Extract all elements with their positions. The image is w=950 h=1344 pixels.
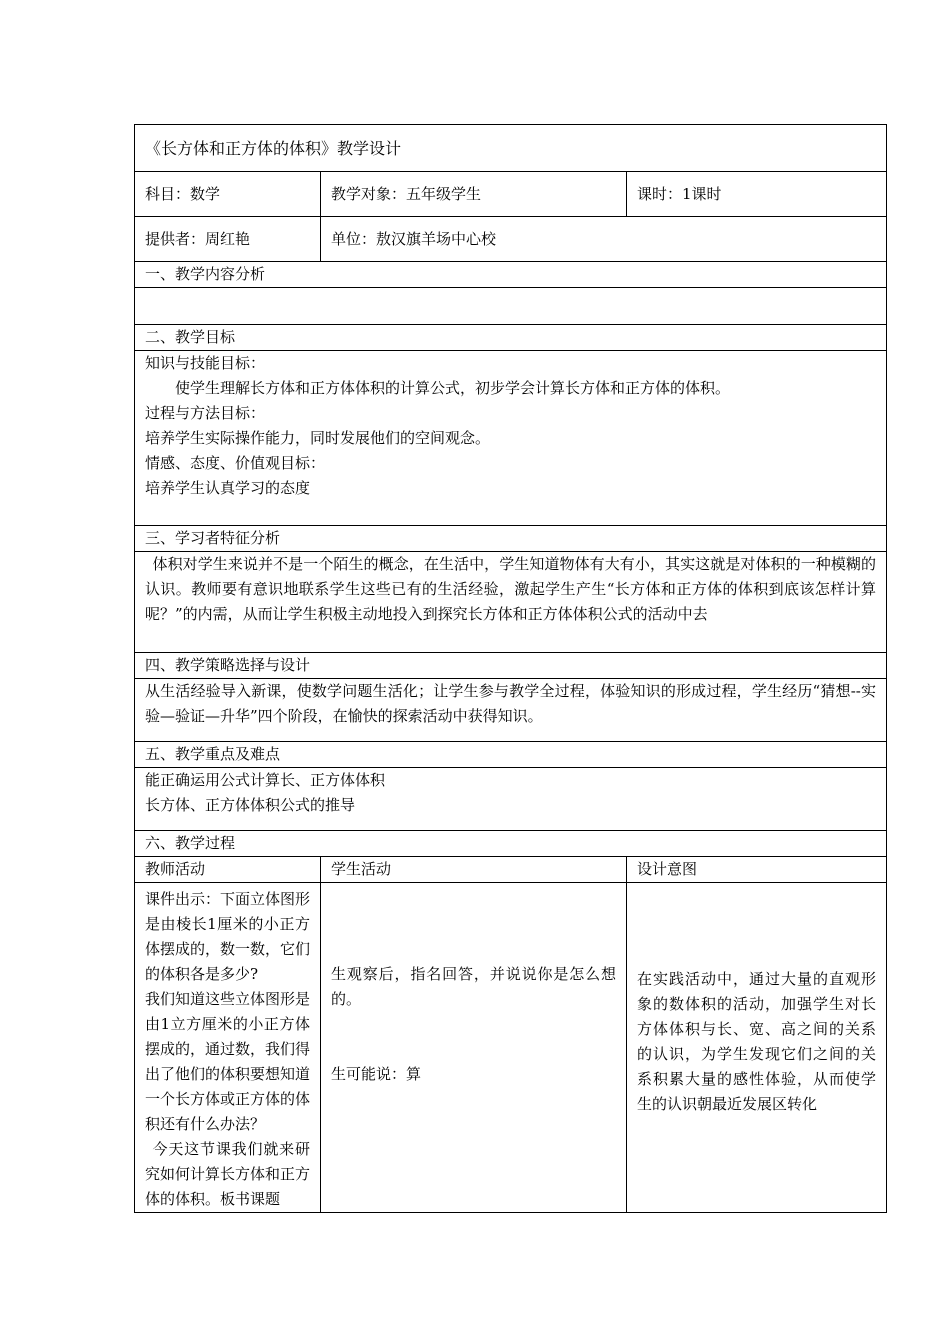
lesson-plan-table xyxy=(134,124,887,1213)
objective-text-process: 培养学生实际操作能力，同时发展他们的空间观念。 xyxy=(145,429,491,447)
document-title: 《长方体和正方体的体积》教学设计 xyxy=(135,125,887,172)
teacher-activity-1: 课件出示：下面立体图形是由棱长1厘米的小正方体摆成的，数一数，它们的体积各是多少? xyxy=(145,890,311,983)
learner-analysis-body xyxy=(135,552,887,653)
column-header-teacher: 教师活动 xyxy=(135,857,321,883)
design-intent-cell xyxy=(627,883,887,1213)
provider-cell: 提供者：周红艳 xyxy=(135,217,321,262)
content-analysis-body xyxy=(135,288,887,325)
strategy-text: 从生活经验导入新课，使数学问题生活化；让学生参与教学全过程，体验知识的形成过程，学生经历“猜想--实验—验证—升华”四个阶段，在愉快的探索活动中获得知识。 xyxy=(145,682,877,725)
section-heading-strategy: 四、教学策略选择与设计 xyxy=(135,653,887,679)
column-header-intent: 设计意图 xyxy=(627,857,887,883)
student-activity-1: 生观察后，指名回答，并说说你是怎么想的。 xyxy=(331,965,616,1008)
lesson-plan-document xyxy=(134,124,886,1213)
subject-cell: 科目：数学 xyxy=(135,172,321,217)
objective-label-knowledge: 知识与技能目标： xyxy=(145,354,266,372)
objective-text-attitude: 培养学生认真学习的态度 xyxy=(145,479,311,497)
teacher-activity-2: 我们知道这些立体图形是由1立方厘米的小正方体摆成的，通过数，我们得出了他们的体积要想知道一个长方体或正方体的体积还有什么办法？ xyxy=(145,990,311,1133)
audience-cell: 教学对象：五年级学生 xyxy=(321,172,627,217)
teacher-activity-cell xyxy=(135,883,321,1213)
column-header-student: 学生活动 xyxy=(321,857,627,883)
unit-cell: 单位：敖汉旗羊场中心校 xyxy=(321,217,887,262)
section-heading-objectives: 二、教学目标 xyxy=(135,325,887,351)
design-intent-text: 在实践活动中，通过大量的直观形象的数体积的活动，加强学生对长方体体积与长、宽、高之间的关系的认识，为学生发现它们之间的关系积累大量的感性体验，从而使学生的认识朝最近发展区转化 xyxy=(637,970,877,1113)
section-heading-key-points: 五、教学重点及难点 xyxy=(135,742,887,768)
objective-text-knowledge: 使学生理解长方体和正方体体积的计算公式，初步学会计算长方体和正方体的体积。 xyxy=(175,379,731,397)
key-point: 能正确运用公式计算长、正方体体积 xyxy=(145,771,386,789)
section-heading-content-analysis: 一、教学内容分析 xyxy=(135,262,887,288)
objectives-body xyxy=(135,351,887,526)
section-heading-learner-analysis: 三、学习者特征分析 xyxy=(135,526,887,552)
key-points-body xyxy=(135,768,887,831)
hours-cell: 课时：1课时 xyxy=(627,172,887,217)
strategy-body xyxy=(135,679,887,742)
student-activity-2: 生可能说：算 xyxy=(331,1065,422,1083)
objective-label-attitude: 情感、态度、价值观目标： xyxy=(145,454,326,472)
student-activity-cell xyxy=(321,883,627,1213)
teacher-activity-3: 今天这节课我们就来研究如何计算长方体和正方体的体积。板书课题 xyxy=(145,1140,311,1208)
objective-label-process: 过程与方法目标： xyxy=(145,404,266,422)
section-heading-process: 六、教学过程 xyxy=(135,831,887,857)
learner-analysis-text: 体积对学生来说并不是一个陌生的概念，在生活中，学生知道物体有大有小，其实这就是对体积的一种模糊的认识。教师要有意识地联系学生这些已有的生活经验，激起学生产生“长方体和正方体的体积到底该怎样计算呢？”的内需，从而让学生积极主动地投入到探究长方体和正方体体积公式的活动中去 xyxy=(145,555,877,623)
difficult-point: 长方体、正方体体积公式的推导 xyxy=(145,796,356,814)
